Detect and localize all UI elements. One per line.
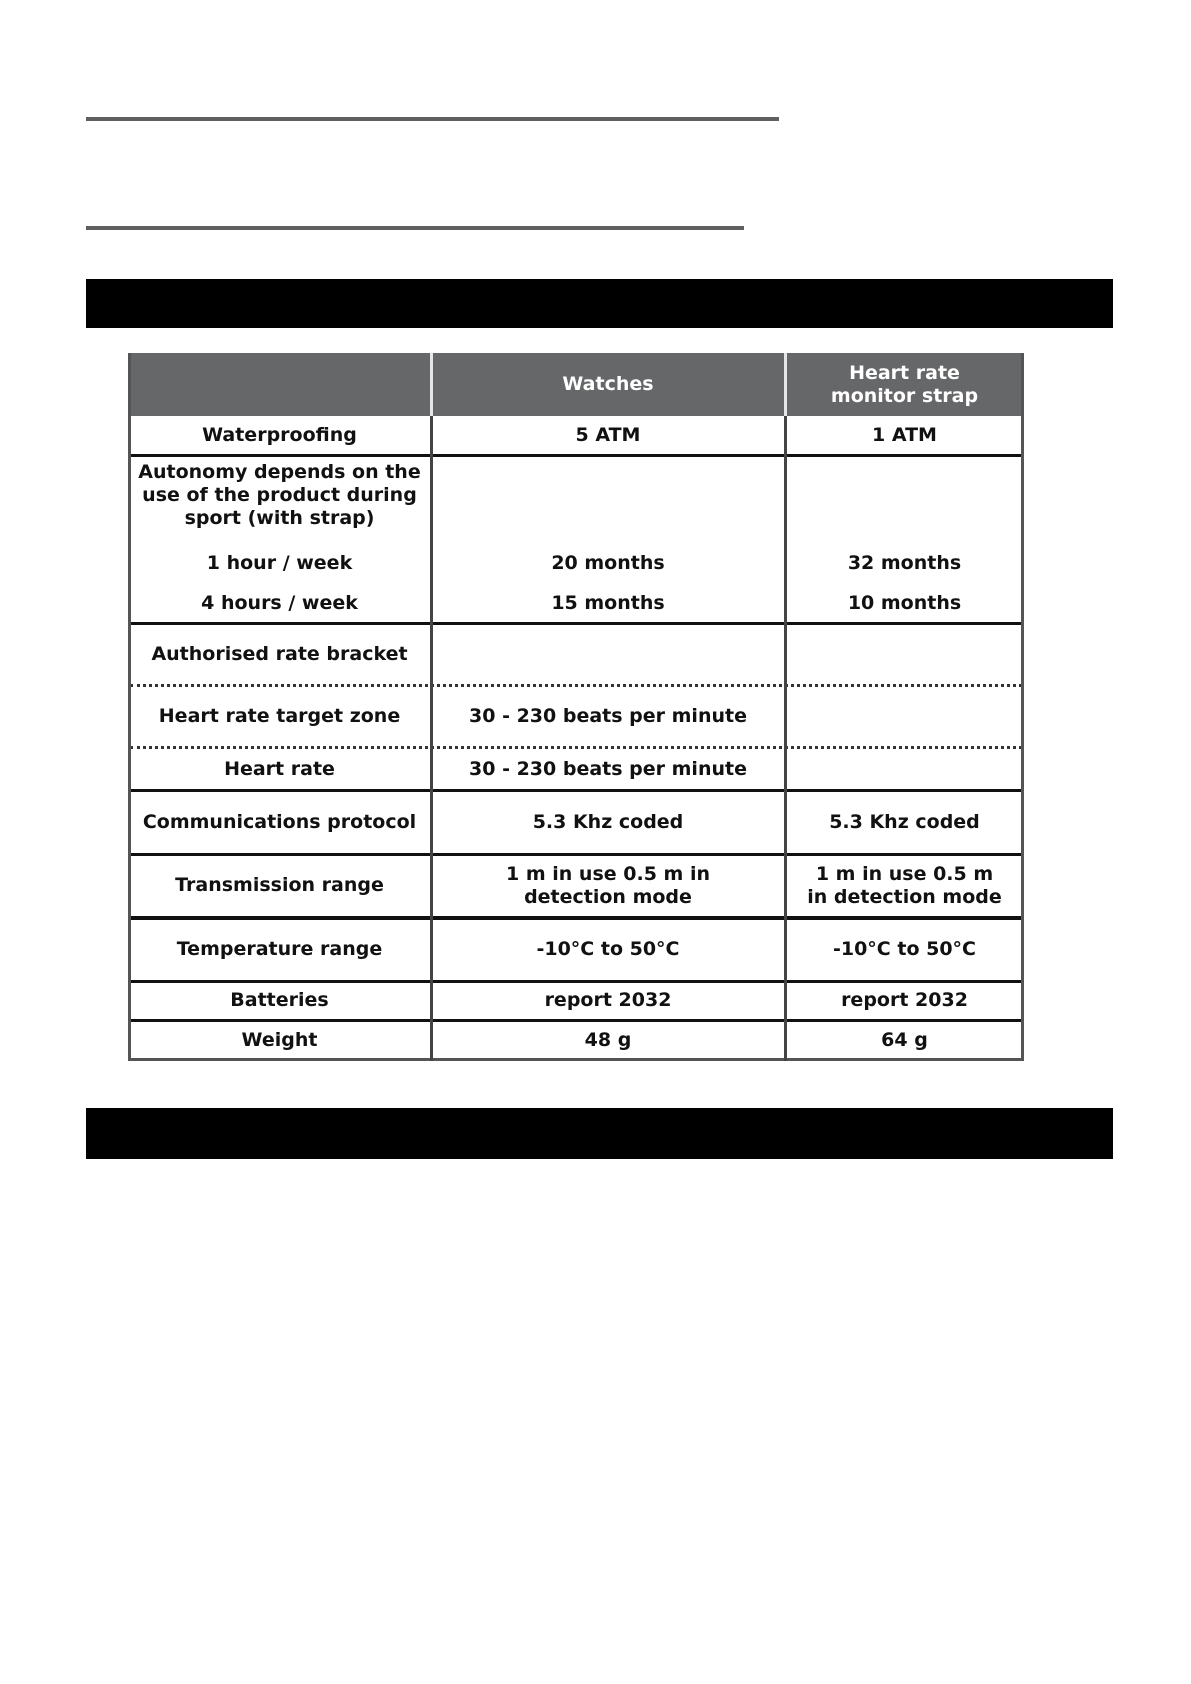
heart-rate-watches: 30 - 230 beats per minute (469, 758, 747, 780)
row-divider (128, 454, 1024, 457)
header-divider (784, 353, 787, 416)
autonomy-4h-label: 4 hours / week (201, 591, 358, 614)
autonomy-1h-label: 1 hour / week (206, 551, 353, 574)
autonomy-label-line2: use of the product during (142, 483, 417, 506)
transmission-watches-line1: 1 m in use 0.5 m in (506, 862, 710, 885)
row-divider (128, 789, 1024, 792)
table-left-border (128, 353, 131, 1061)
target-zone-watches: 30 - 230 beats per minute (469, 704, 747, 727)
autonomy-4h-strap: 10 months (847, 591, 962, 614)
transmission-label: Transmission range (175, 874, 384, 896)
temperature-watches: -10°C to 50°C (536, 937, 680, 960)
autonomy-4h-watches: 15 months (551, 591, 665, 614)
transmission-watches-line2: detection mode (524, 885, 692, 908)
temperature-strap: -10°C to 50°C (832, 937, 977, 960)
row-divider (128, 916, 1024, 920)
transmission-watches (431, 854, 785, 917)
weight-strap: 64 g (881, 1029, 928, 1051)
autonomy-1h-strap: 32 months (847, 551, 962, 574)
column-divider (430, 353, 433, 1061)
rate-bracket-label: Authorised rate bracket (151, 642, 408, 665)
target-zone-label: Heart rate target zone (158, 704, 401, 727)
waterproofing-label: Waterproofing (202, 424, 357, 446)
autonomy-label-line3: sport (with strap) (184, 506, 375, 529)
row-divider (128, 622, 1024, 625)
transmission-strap-line2: in detection mode (807, 885, 1002, 908)
row-divider (128, 980, 1024, 983)
table-bottom-border (128, 1058, 1024, 1061)
transmission-strap (785, 854, 1024, 917)
temperature-label: Temperature range (176, 937, 383, 960)
autonomy-label (128, 460, 431, 530)
section-band-top (86, 279, 1113, 328)
table-right-border (1021, 353, 1024, 1061)
transmission-strap-line1: 1 m in use 0.5 m (815, 862, 994, 885)
communications-strap: 5.3 Khz coded (829, 810, 980, 833)
header-strap-line2: monitor strap (830, 384, 979, 407)
communications-label: Communications protocol (142, 810, 417, 833)
batteries-label: Batteries (230, 989, 329, 1011)
row-divider (128, 1019, 1024, 1022)
waterproofing-watches: 5 ATM (575, 424, 641, 446)
row-divider (128, 853, 1024, 856)
weight-label: Weight (241, 1029, 318, 1051)
column-divider (784, 353, 787, 1061)
spec-table (128, 353, 1024, 1061)
autonomy-1h-watches: 20 months (551, 551, 665, 574)
autonomy-label-line1: Autonomy depends on the (138, 460, 421, 483)
top-rule-2 (86, 226, 744, 230)
communications-watches: 5.3 Khz coded (532, 810, 684, 833)
batteries-strap: report 2032 (841, 989, 968, 1011)
header-col1 (128, 353, 431, 416)
header-strap (785, 353, 1024, 416)
header-strap-line1: Heart rate (849, 361, 960, 384)
top-rule-1 (86, 117, 779, 121)
header-divider (430, 353, 433, 416)
header-watches: Watches (562, 373, 654, 395)
weight-watches: 48 g (584, 1029, 632, 1051)
section-band-bottom (86, 1108, 1113, 1159)
batteries-watches: report 2032 (544, 989, 672, 1011)
waterproofing-strap: 1 ATM (872, 424, 937, 446)
heart-rate-label: Heart rate (224, 758, 335, 780)
